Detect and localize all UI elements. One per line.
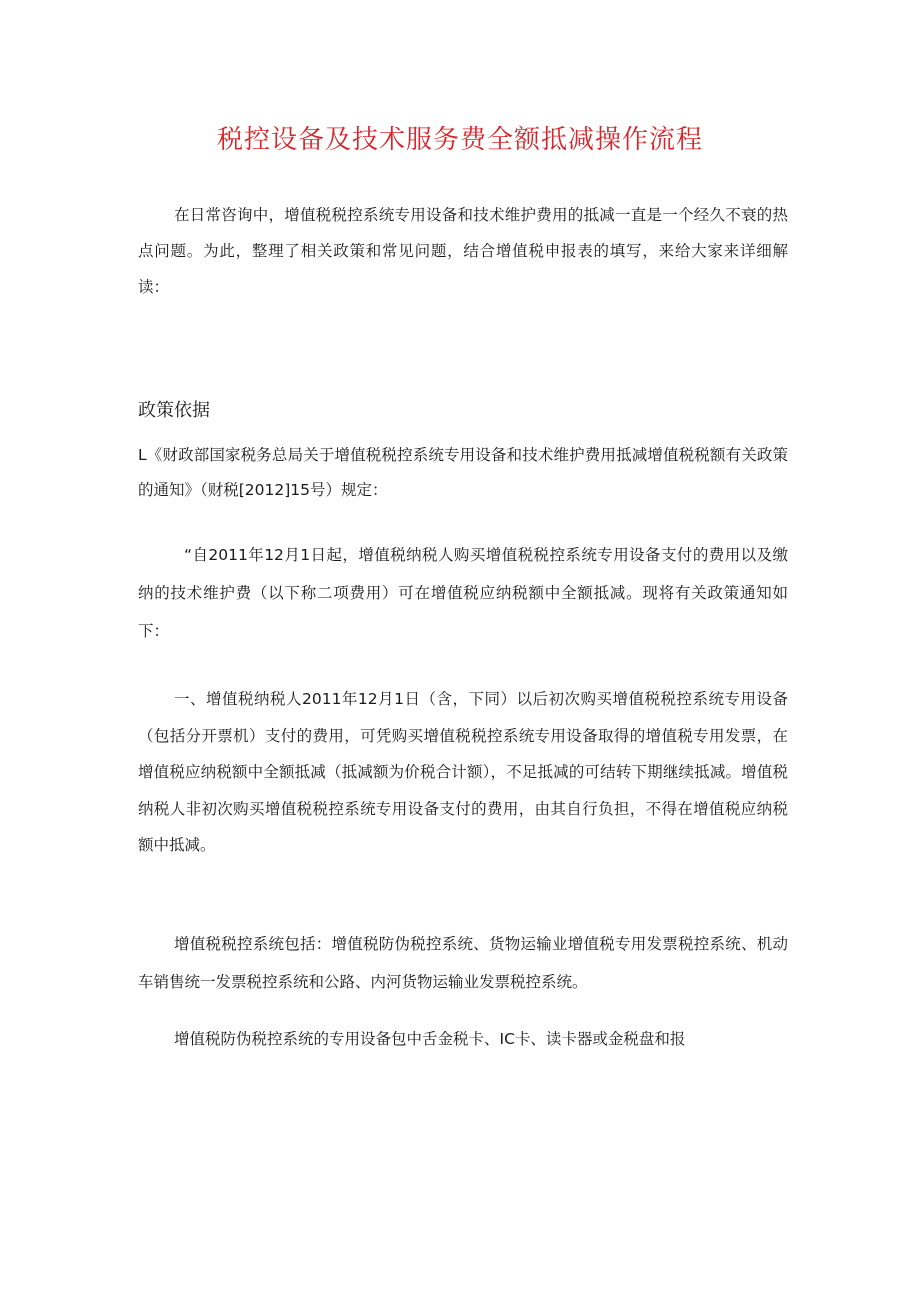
document-title: 税控设备及技术服务费全额抵减操作流程 <box>216 125 703 155</box>
section-heading: 政策依据 <box>138 400 210 421</box>
policy-paragraph: L《财政部国家税务总局关于增值税税控系统专用设备和技术维护费用抵减增值税税额有关政策的通知》（财税[2012]15号）规定： <box>138 446 788 499</box>
item-1-paragraph: 一、增值税纳税人2011年12月1日（含，下同）以后初次购买增值税税控系统专用设备（包括分开票机）支付的费用，可凭购买增值税税控系统专用设备取得的增值税专用发票，在增值税应纳税额中全额抵减（抵减额为价税合计额），不足抵减的可结转下期继续抵减。增值税纳税人非初次购买增值税税控系统专用设备支付的费用，由其自行负担，不得在增值税应纳税额中抵减。 <box>138 690 788 854</box>
device-paragraph: 增值税防伪税控系统的专用设备包中舌金税卡、IC卡、读卡器或金税盘和报 <box>174 1030 686 1048</box>
intro-paragraph: 在日常咨询中，增值税税控系统专用设备和技术维护费用的抵减一直是一个经久不衰的热点问题。为此，整理了相关政策和常见问题，结合增值税申报表的填写，来给大家来详细解读： <box>138 206 788 296</box>
quote-paragraph: “自2011年12月1日起，增值税纳税人购买增值税税控系统专用设备支付的费用以及缴纳的技术维护费（以下称二项费用）可在增值税应纳税额中全额抵减。现将有关政策通知如下： <box>138 546 788 640</box>
scope-paragraph: 增值税税控系统包括：增值税防伪税控系统、货物运输业增值税专用发票税控系统、机动车销售统一发票税控系统和公路、内河货物运输业发票税控系统。 <box>138 935 788 991</box>
